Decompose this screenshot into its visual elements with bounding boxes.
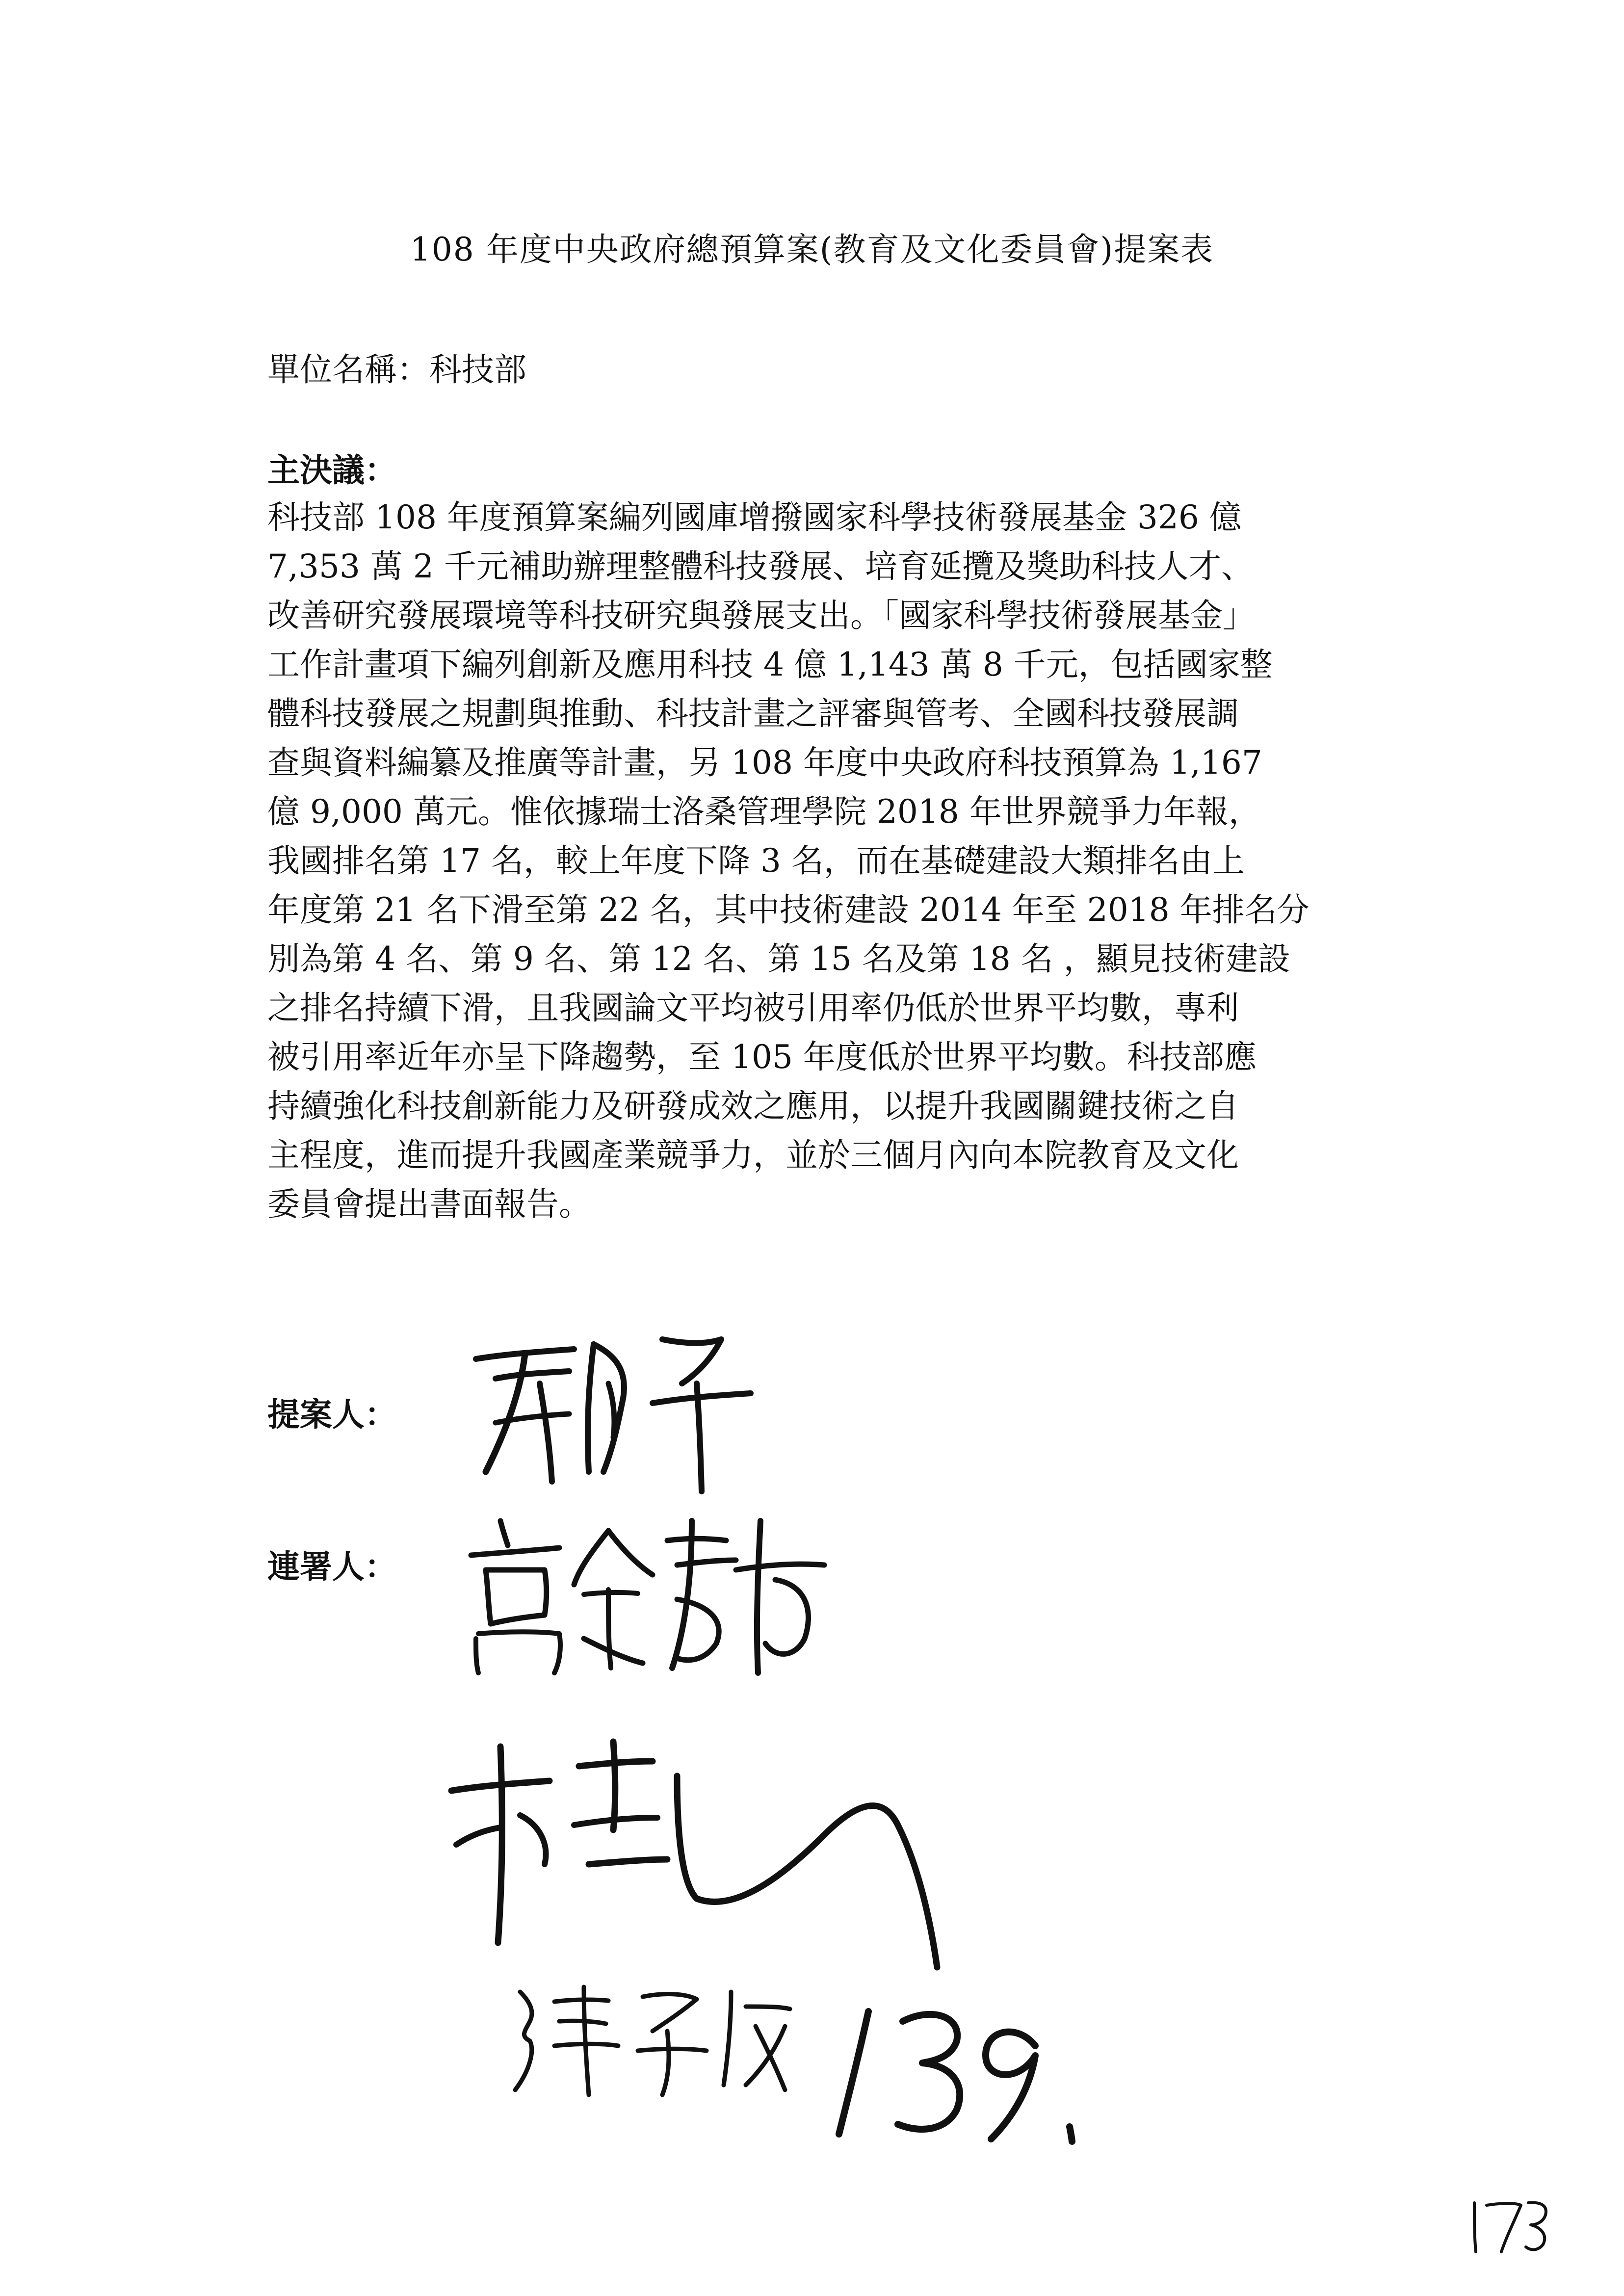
proposer-label: 提案人： xyxy=(267,1395,397,1434)
resolution-line: 持續強化科技創新能力及研發成效之應用，以提升我國關鍵技術之自 xyxy=(267,1087,1239,1125)
document-title: 108 年度中央政府總預算案(教育及文化委員會)提案表 xyxy=(410,231,1214,268)
resolution-heading: 主決議： xyxy=(267,451,397,489)
resolution-line: 改善研究發展環境等科技研究與發展支出。「國家科學技術發展基金」 xyxy=(267,597,1255,634)
handwritten-page-number xyxy=(1467,2193,1555,2257)
unit-name: 單位名稱：科技部 xyxy=(267,351,526,389)
resolution-line: 別為第 4 名、第 9 名、第 12 名、第 15 名及第 18 名 ，顯見技術建設 xyxy=(267,940,1290,978)
proposer-signature xyxy=(466,1325,770,1501)
resolution-line: 委員會提出書面報告。 xyxy=(267,1185,591,1223)
resolution-line: 我國排名第 17 名，較上年度下降 3 名，而在基礎建設大類排名由上 xyxy=(267,842,1245,880)
handwritten-number xyxy=(829,1992,1094,2149)
resolution-line: 查與資料編纂及推廣等計畫，另 108 年度中央政府科技預算為 1,167 xyxy=(267,744,1262,782)
cosigner-label: 連署人： xyxy=(267,1547,397,1586)
resolution-line: 之排名持續下滑，且我國論文平均被引用率仍低於世界平均數，專利 xyxy=(267,989,1239,1027)
resolution-body xyxy=(267,493,1415,1229)
resolution-line: 億 9,000 萬元。惟依據瑞士洛桑管理學院 2018 年世界競爭力年報， xyxy=(267,793,1261,831)
cosigner-signature-3 xyxy=(500,1977,805,2105)
resolution-line: 被引用率近年亦呈下降趨勢，至 105 年度低於世界平均數。科技部應 xyxy=(267,1038,1257,1076)
resolution-line: 主程度，進而提升我國產業競爭力，並於三個月內向本院教育及文化 xyxy=(267,1136,1239,1174)
cosigner-signature-2 xyxy=(442,1737,971,1992)
resolution-line: 工作計畫項下編列創新及應用科技 4 億 1,143 萬 8 千元，包括國家整 xyxy=(267,646,1273,683)
resolution-line: 7,353 萬 2 千元補助辦理整體科技發展、培育延攬及獎助科技人才、 xyxy=(267,548,1254,585)
resolution-line: 科技部 108 年度預算案編列國庫增撥國家科學技術發展基金 326 億 xyxy=(267,498,1242,536)
resolution-line: 年度第 21 名下滑至第 22 名，其中技術建設 2014 年至 2018 年排名分 xyxy=(267,891,1310,929)
resolution-line: 體科技發展之規劃與推動、科技計畫之評審與管考、全國科技發展調 xyxy=(267,695,1239,732)
cosigner-signature-1 xyxy=(461,1511,834,1678)
